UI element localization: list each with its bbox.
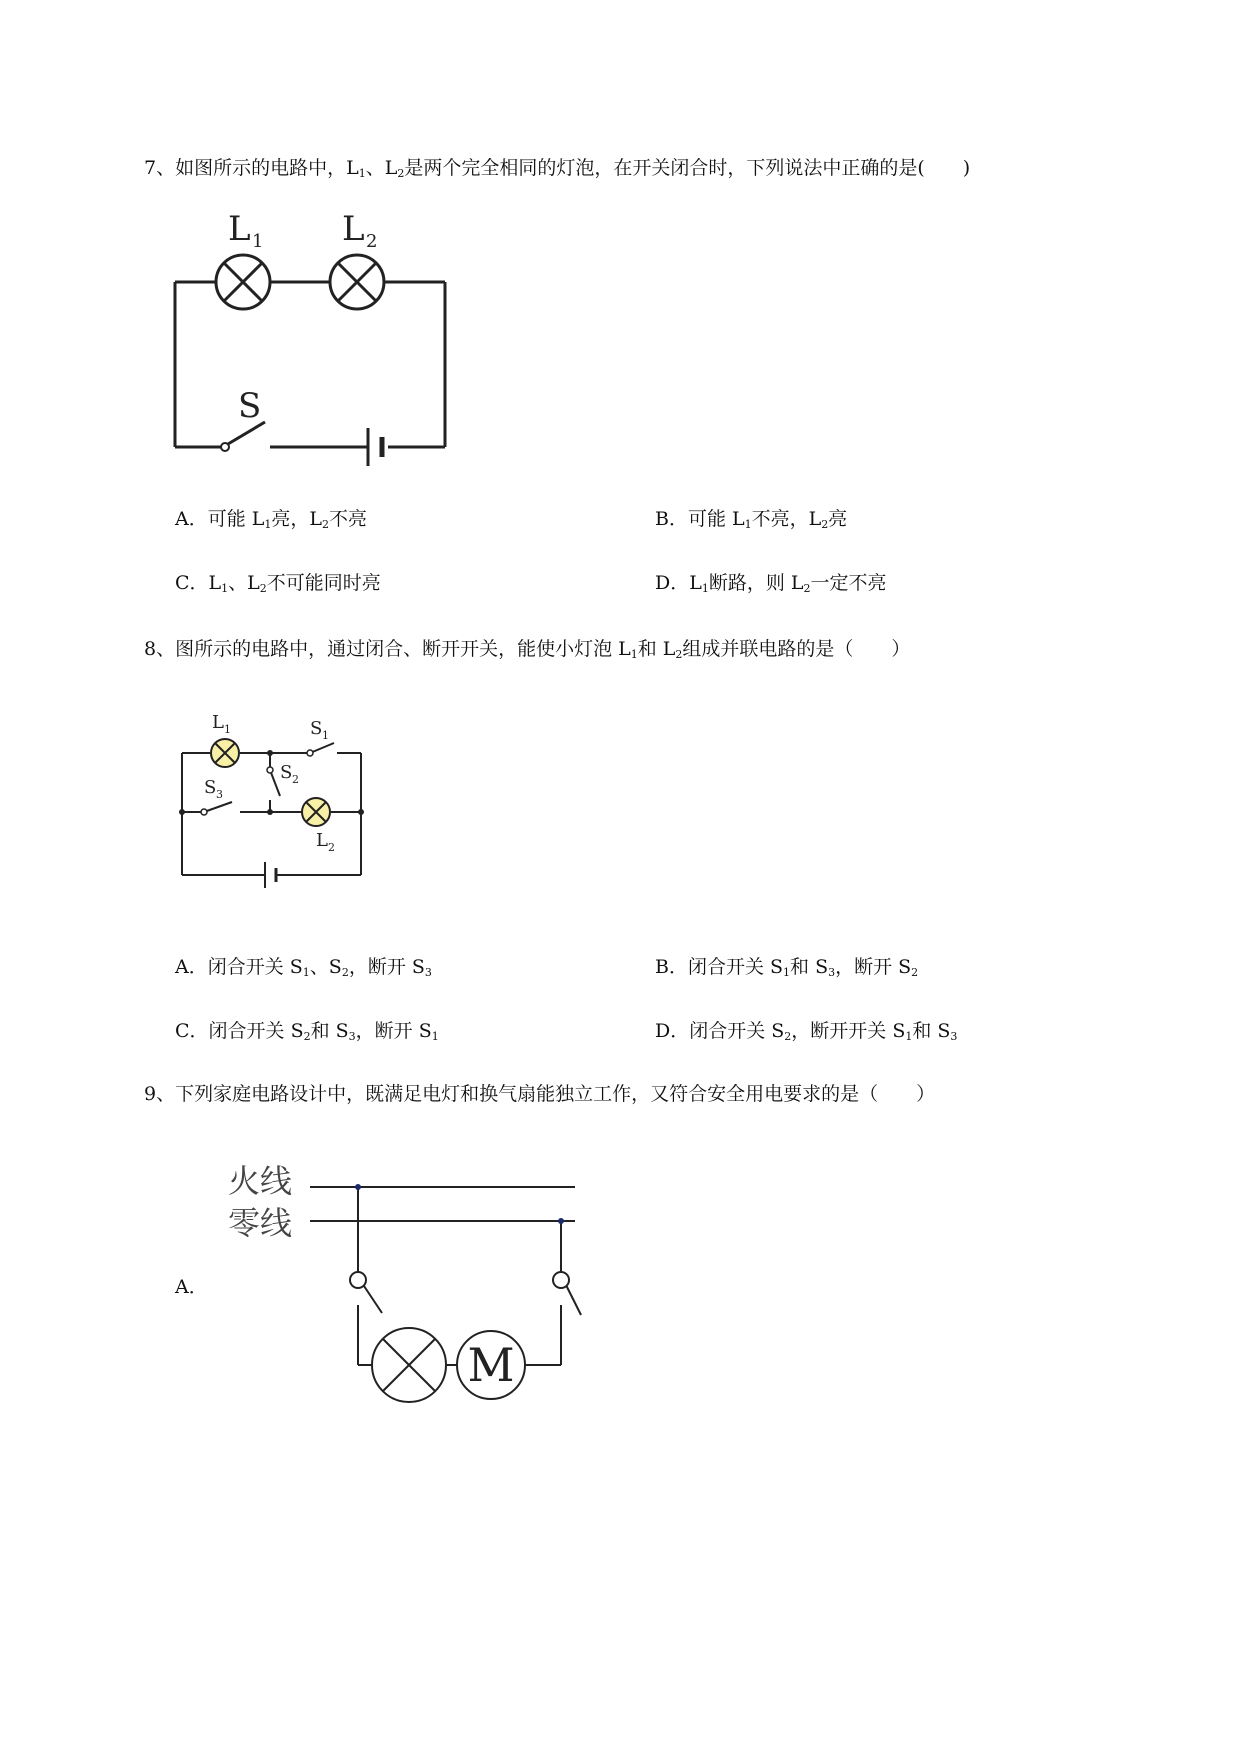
q8-circuit-diagram [170, 700, 380, 900]
q8-option-d[interactable]: D．闭合开关 $S_2$，断开开关 $S_1$和 $S_3$ [655, 1020, 958, 1043]
q9-option-a-label[interactable]: A． [175, 1276, 208, 1298]
question-7-text: 7、如图所示的电路中，$L_1$、$L_2$是两个完全相同的灯泡，在开关闭合时，下列说法中正确的是( ) [144, 157, 971, 180]
svg-text:1: 1 [252, 231, 264, 252]
motor-label: M [467, 1338, 515, 1392]
q7-option-d[interactable]: D．$L_1$断路，则 $L_2$一定不亮 [655, 572, 887, 595]
q7-option-a[interactable]: A．可能 $L_1$亮，$L_2$不亮 [175, 508, 368, 531]
label-s1: S [310, 718, 323, 739]
q8-option-b[interactable]: B．闭合开关 $S_1$和 $S_3$，断开 $S_2$ [655, 956, 919, 979]
bulb-l2-icon [330, 255, 384, 309]
svg-text:1: 1 [224, 723, 231, 736]
q7-circuit-diagram [160, 200, 460, 470]
question-9-text: 9、下列家庭电路设计中，既满足电灯和换气扇能独立工作，又符合安全用电要求的是（ ） [144, 1083, 936, 1105]
q8-option-a[interactable]: A．闭合开关 $S_1$、$S_2$，断开 $S_3$ [175, 956, 432, 979]
lamp-icon [372, 1328, 446, 1402]
label-l1: L [228, 209, 251, 249]
svg-text:1: 1 [322, 729, 329, 742]
label-s: S [238, 386, 262, 426]
question-8-text: 8、图所示的电路中，通过闭合、断开开关，能使小灯泡 $L_1$和 $L_2$组成并联电路的是（ ） [144, 638, 911, 661]
bulb-l1-icon [211, 739, 239, 767]
label-live-wire: 火线 [228, 1163, 293, 1199]
q7-option-b[interactable]: B．可能 $L_1$不亮，$L_2$亮 [655, 508, 848, 531]
svg-text:2: 2 [292, 773, 299, 786]
svg-text:2: 2 [328, 841, 335, 854]
bulb-l2-icon [302, 798, 330, 826]
label-s2: S [280, 762, 293, 783]
q7-option-c[interactable]: C．$L_1$、$L_2$不可能同时亮 [175, 572, 381, 595]
label-l2: L [316, 830, 328, 851]
bulb-l1-icon [216, 255, 270, 309]
label-s3: S [204, 777, 217, 798]
svg-text:3: 3 [216, 788, 223, 801]
q9-option-a-diagram [225, 1155, 595, 1415]
q8-option-c[interactable]: C．闭合开关 $S_2$和 $S_3$，断开 $S_1$ [175, 1020, 439, 1043]
label-l2: L [342, 209, 365, 249]
motor-icon [457, 1331, 525, 1399]
svg-text:2: 2 [366, 231, 378, 252]
label-neutral-wire: 零线 [228, 1205, 293, 1241]
label-l1: L [212, 712, 224, 733]
